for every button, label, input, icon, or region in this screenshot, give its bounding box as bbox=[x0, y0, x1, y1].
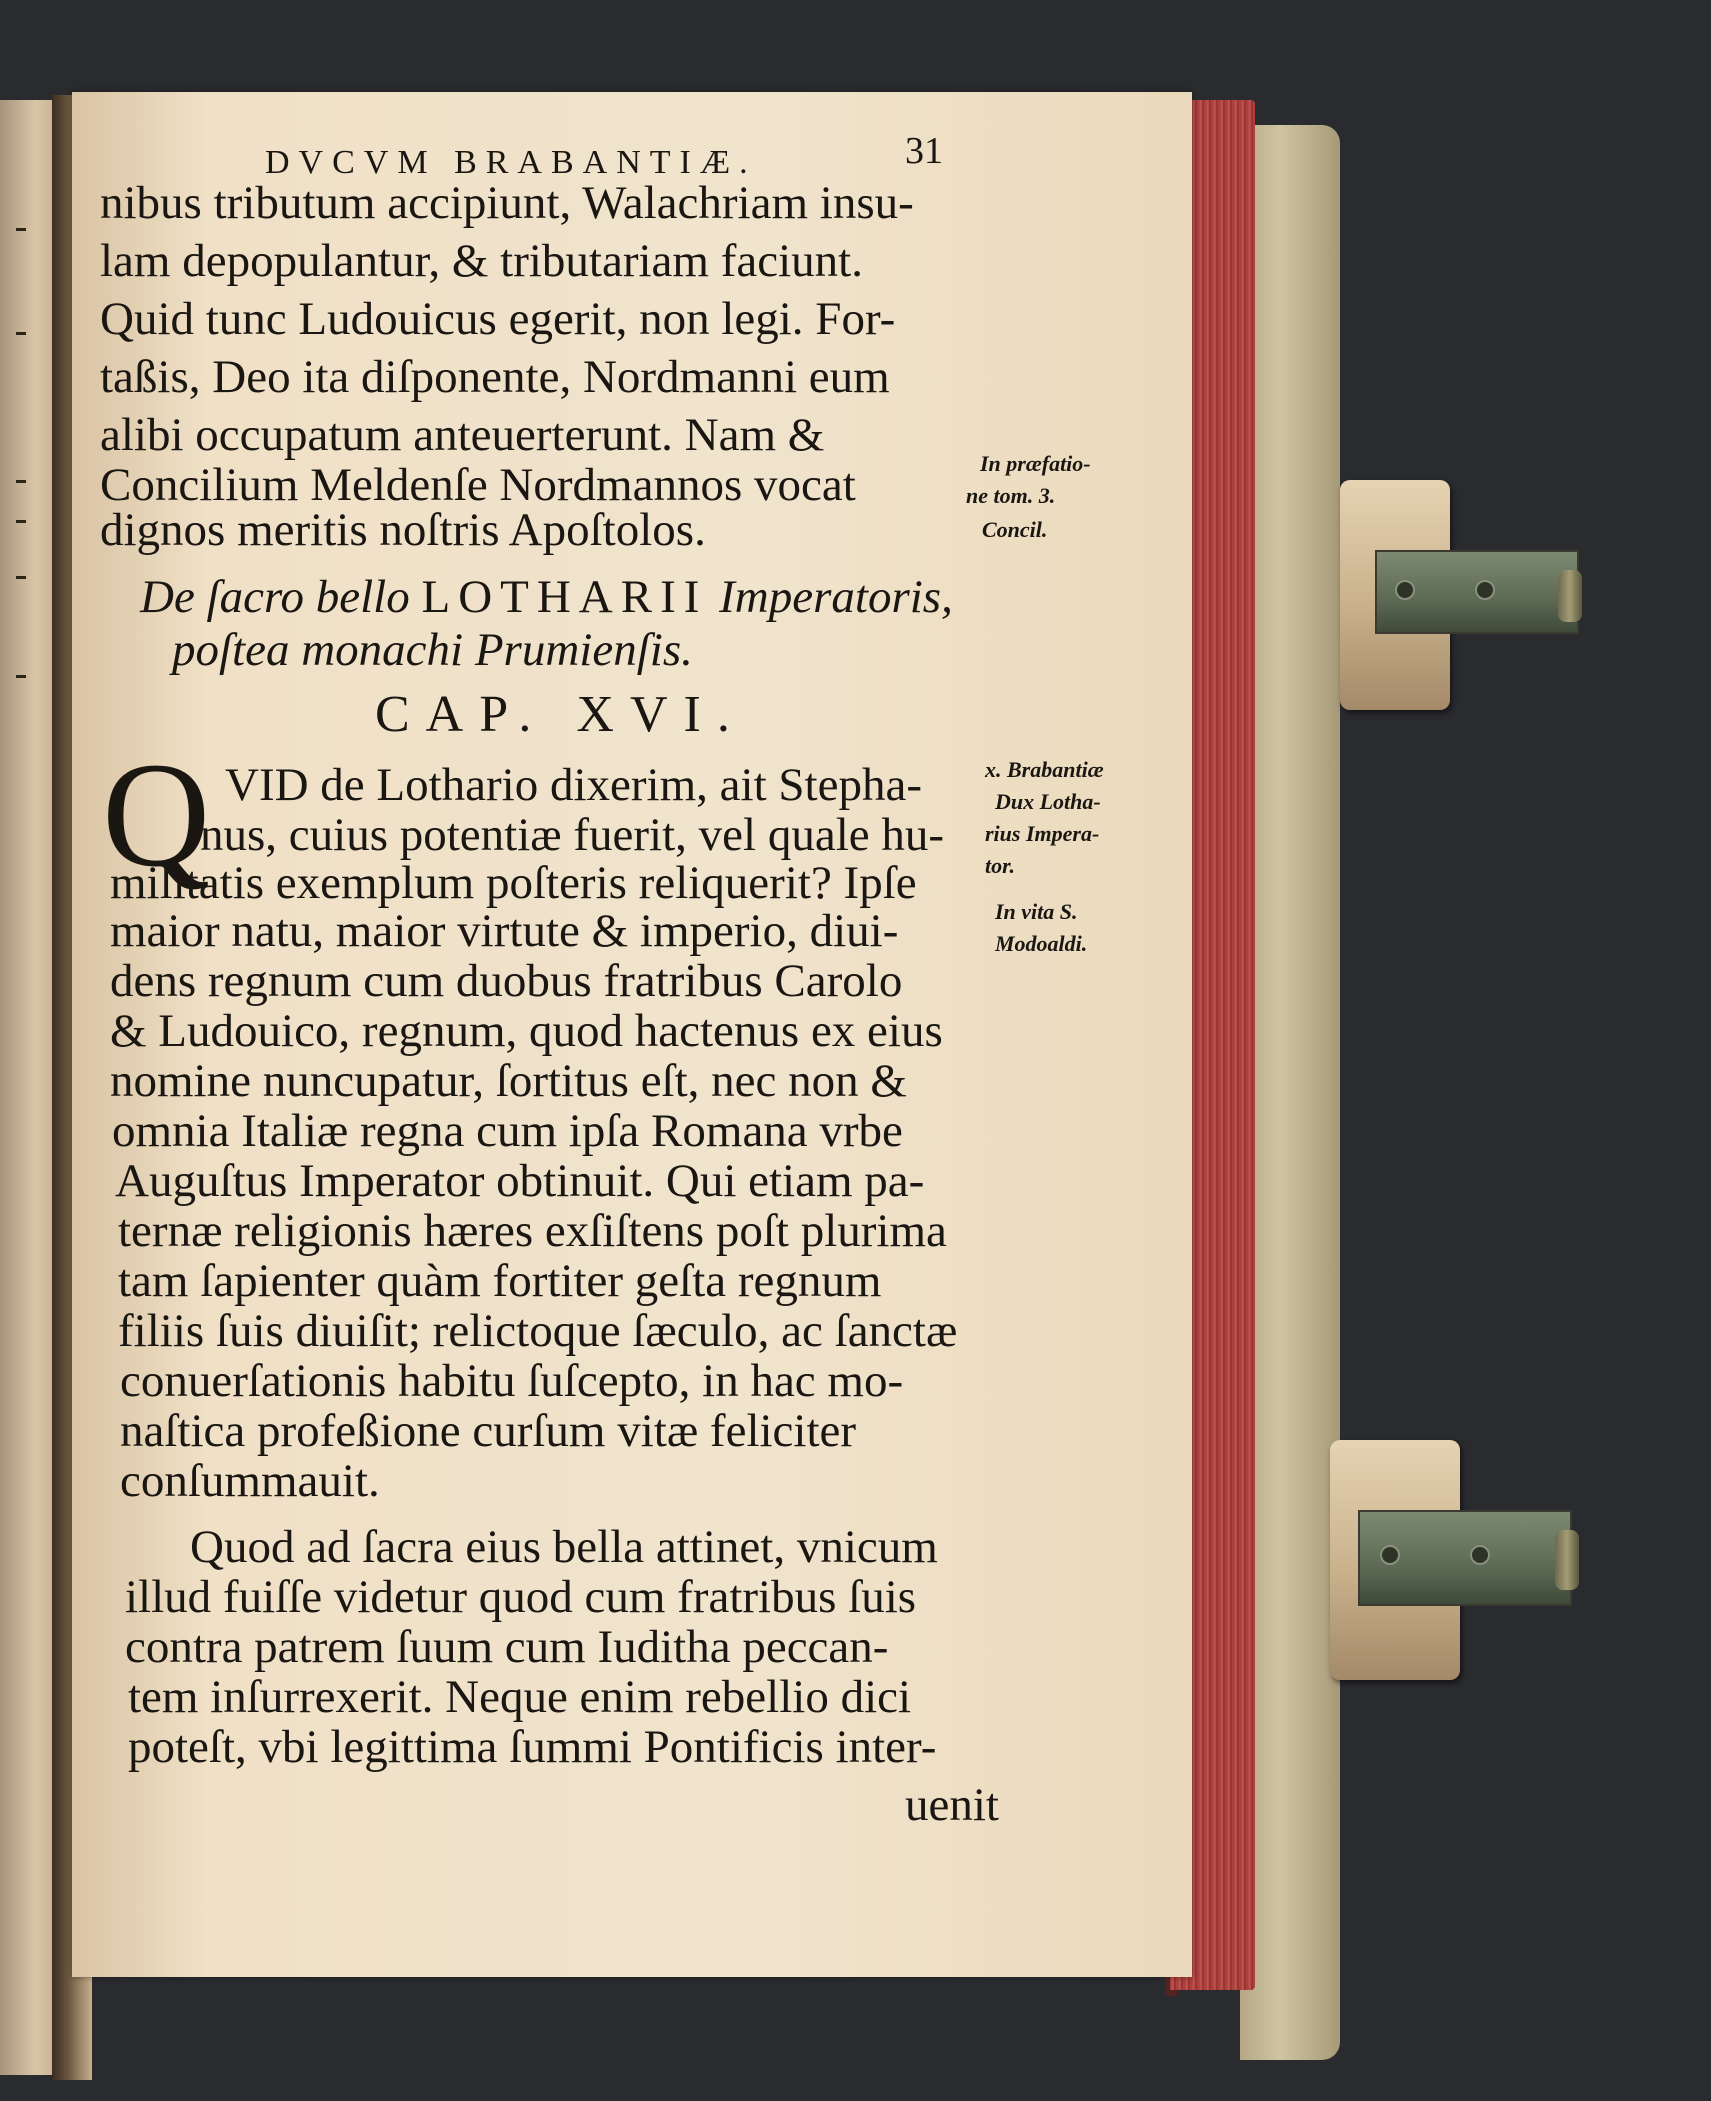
text-line: & Ludouico, regnum, quod hactenus ex eius bbox=[110, 1005, 943, 1057]
text-line: Auguſtus Imperator obtinuit. Qui etiam pa- bbox=[115, 1155, 925, 1207]
text-line: dignos meritis noſtris Apoſtolos. bbox=[100, 504, 706, 556]
margin-note-line: ne tom. 3. bbox=[966, 483, 1056, 508]
text-line: tam ſapienter quàm fortiter geſta regnum bbox=[118, 1255, 882, 1307]
text-line: contra patrem ſuum cum Iuditha peccan- bbox=[125, 1621, 889, 1673]
heading-italic: De ſacro bello bbox=[140, 571, 410, 623]
text-line: conſummauit. bbox=[120, 1455, 380, 1507]
text-line: militatis exemplum poſteris reliquerit? Ipſe bbox=[110, 857, 917, 909]
previous-page-edge bbox=[0, 100, 58, 2075]
margin-note-line: rius Impera- bbox=[985, 821, 1100, 846]
text-line: conuerſationis habitu ſuſcepto, in hac mo- bbox=[120, 1355, 904, 1407]
margin-note-line: tor. bbox=[985, 853, 1015, 878]
text-line: maior natu, maior virtute & imperio, diui- bbox=[110, 905, 899, 957]
text-line: VID de Lothario dixerim, ait Stepha- bbox=[225, 759, 922, 811]
text-line: taßis, Deo ita diſponente, Nordmanni eum bbox=[100, 351, 890, 403]
text-line: omnia Italiæ regna cum ipſa Romana vrbe bbox=[112, 1105, 903, 1157]
text-line: lam depopulantur, & tributariam faciunt. bbox=[100, 235, 863, 287]
text-line: Quid tunc Ludouicus egerit, non legi. For- bbox=[100, 293, 896, 345]
text-line: poteſt, vbi legittima ſummi Pontificis inter- bbox=[128, 1721, 937, 1773]
text-line: nomine nuncupatur, ſortitus eſt, nec non & bbox=[110, 1055, 907, 1107]
text-line: nus, cuius potentiæ fuerit, vel quale hu- bbox=[200, 809, 945, 861]
margin-note-line: In præfatio- bbox=[980, 451, 1091, 476]
text-line: tem inſurrexerit. Neque enim rebellio dici bbox=[128, 1671, 912, 1723]
margin-note-line: Concil. bbox=[982, 517, 1048, 542]
text-line: alibi occupatum anteuerterunt. Nam & bbox=[100, 409, 825, 461]
text-line: illud fuiſſe videtur quod cum fratribus ſuis bbox=[125, 1571, 917, 1623]
catchword: uenit bbox=[905, 1779, 999, 1831]
section-heading bbox=[140, 572, 953, 622]
chapter-label: CAP. XVI. bbox=[375, 686, 746, 743]
text-line: ternæ religionis hæres exſiſtens poſt plurima bbox=[118, 1205, 947, 1257]
heading-italic: Imperatoris, bbox=[719, 571, 953, 623]
margin-note-line: Dux Lotha- bbox=[995, 789, 1101, 814]
margin-note-line: Modoaldi. bbox=[995, 931, 1088, 956]
drop-cap: Q bbox=[102, 732, 211, 898]
lower-clasp bbox=[1330, 1440, 1600, 1680]
upper-clasp bbox=[1340, 480, 1600, 710]
text-line: filiis ſuis diuiſit; relictoque ſæculo, ac ſanctæ bbox=[118, 1305, 958, 1357]
heading-name: LOTHARII bbox=[421, 571, 708, 623]
section-heading-line2: poſtea monachi Prumienſis. bbox=[172, 624, 693, 676]
margin-note-line: In vita S. bbox=[995, 899, 1078, 924]
page-number: 31 bbox=[905, 130, 943, 172]
text-line: Concilium Meldenſe Nordmannos vocat bbox=[100, 459, 856, 511]
book-cover-board bbox=[1240, 125, 1340, 2060]
text-line: dens regnum cum duobus fratribus Carolo bbox=[110, 955, 903, 1007]
text-line: nibus tributum accipiunt, Walachriam insu- bbox=[100, 177, 914, 229]
text-line: naſtica profeßione curſum vitæ feliciter bbox=[120, 1405, 857, 1457]
running-title: DVCVM BRABANTIÆ. bbox=[265, 144, 757, 181]
margin-note-line: x. Brabantiæ bbox=[985, 757, 1104, 782]
text-line: Quod ad ſacra eius bella attinet, vnicum bbox=[190, 1521, 938, 1573]
